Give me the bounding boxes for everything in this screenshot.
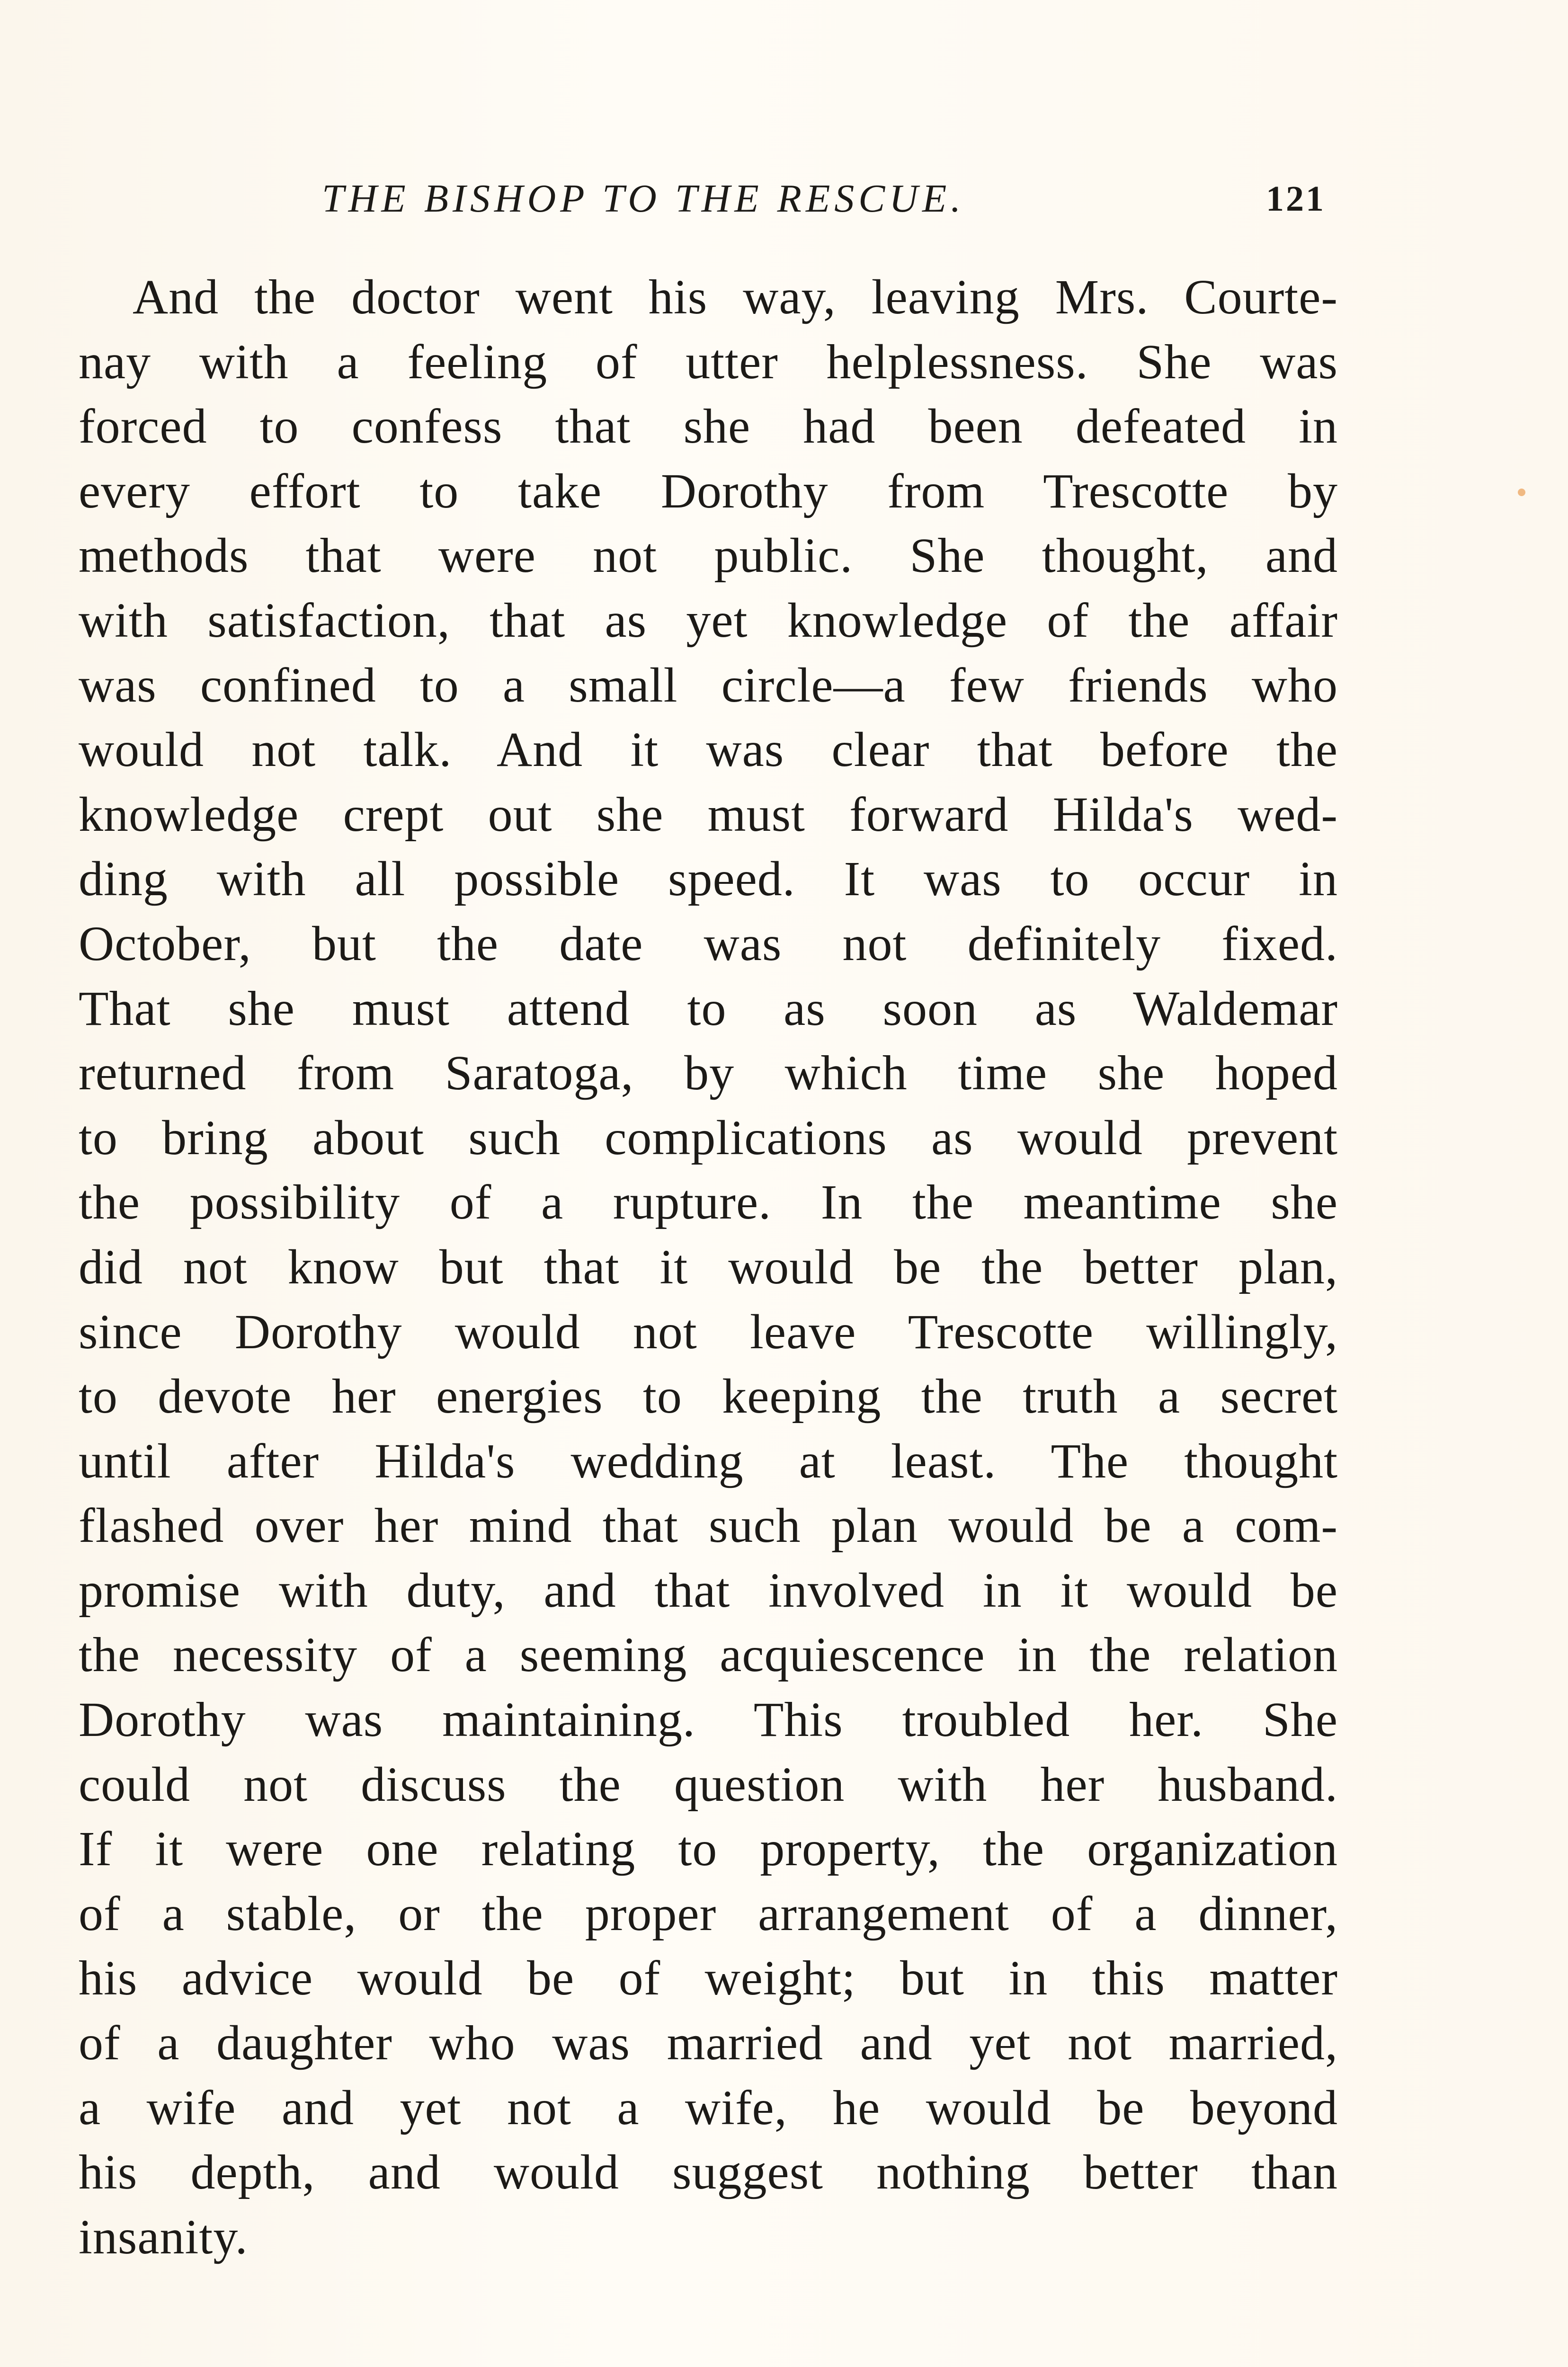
text-line: ding with all possible speed. It was to occur in: [79, 852, 1338, 907]
running-head-title: THE BISHOP TO THE RESCUE.: [322, 177, 965, 221]
text-line: could not discuss the question with her husband.: [79, 1757, 1338, 1812]
text-line: was confined to a small circle—a few friends who: [79, 658, 1338, 712]
text-line: to bring about such complications as would prevent: [79, 1110, 1338, 1165]
text-line: Dorothy was maintaining. This troubled her. She: [79, 1692, 1338, 1747]
text-line: with satisfaction, that as yet knowledge of the affair: [79, 593, 1338, 648]
text-line: flashed over her mind that such plan would be a com-: [79, 1498, 1338, 1553]
text-line: nay with a feeling of utter helplessness. She was: [79, 334, 1338, 389]
text-line: every effort to take Dorothy from Trescotte by: [79, 463, 1338, 518]
text-line: his advice would be of weight; but in this matter: [79, 1951, 1338, 2006]
text-line: October, but the date was not definitely fixed.: [79, 916, 1338, 971]
body-text: [79, 265, 1338, 2269]
text-line: a wife and yet not a wife, he would be beyond: [79, 2080, 1338, 2135]
text-line: That she must attend to as soon as Waldemar: [79, 981, 1338, 1036]
text-line: of a stable, or the proper arrangement of a dinner,: [79, 1886, 1338, 1941]
text-line: If it were one relating to property, the organization: [79, 1822, 1338, 1877]
page-number: 121: [1266, 179, 1326, 219]
text-line: his depth, and would suggest nothing better than: [79, 2145, 1338, 2200]
text-line: the necessity of a seeming acquiescence in the relation: [79, 1628, 1338, 1682]
running-head: [322, 170, 1335, 227]
text-line: insanity.: [79, 2209, 248, 2264]
paper-speck: [1518, 489, 1525, 496]
text-line: knowledge crept out she must forward Hilda's wed-: [79, 787, 1338, 842]
text-line: since Dorothy would not leave Trescotte willingly,: [79, 1304, 1338, 1359]
text-line: methods that were not public. She thought, and: [79, 528, 1338, 583]
text-line: to devote her energies to keeping the truth a secret: [79, 1369, 1338, 1424]
text-line: until after Hilda's wedding at least. The thought: [79, 1433, 1338, 1488]
text-line: did not know but that it would be the better plan,: [79, 1239, 1338, 1294]
text-line: forced to confess that she had been defeated in: [79, 399, 1338, 454]
text-line: the possibility of a rupture. In the meantime she: [79, 1175, 1338, 1230]
text-line: promise with duty, and that involved in it would be: [79, 1563, 1338, 1618]
text-line: returned from Saratoga, by which time she hoped: [79, 1046, 1338, 1101]
text-line: would not talk. And it was clear that before the: [79, 722, 1338, 777]
text-line: of a daughter who was married and yet not married,: [79, 2016, 1338, 2071]
text-line: And the doctor went his way, leaving Mrs. Courte-: [133, 270, 1338, 324]
